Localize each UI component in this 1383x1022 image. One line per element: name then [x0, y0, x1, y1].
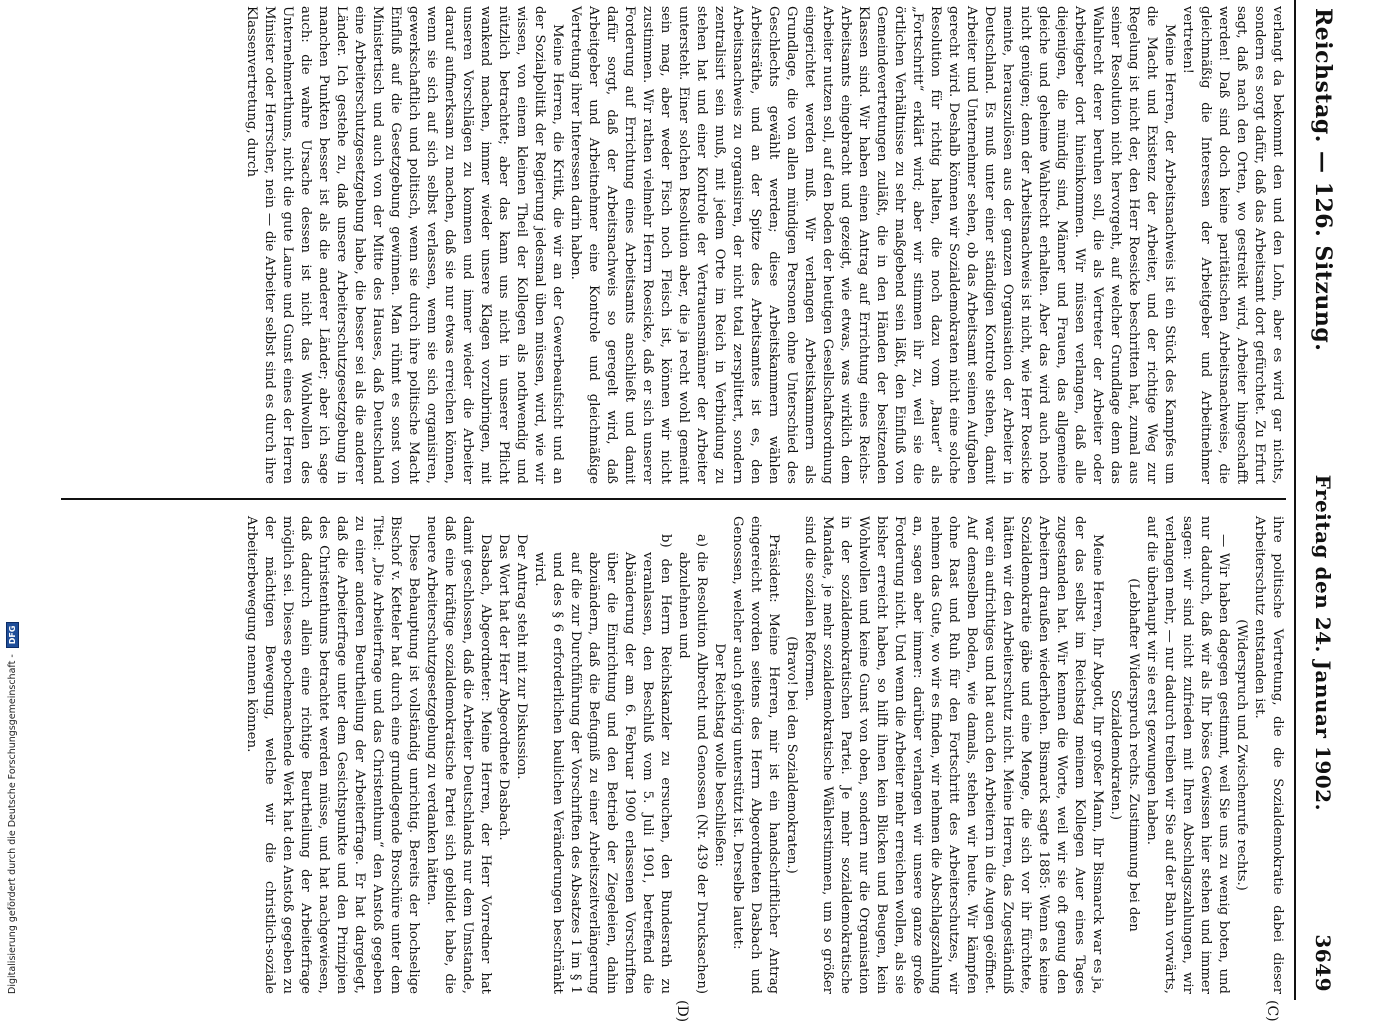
paragraph: Meine Herren, der Arbeitsnachweis ist ein Stück des Kampfes um die Macht und Existenz der Arbeiter, und der richtige Weg zur Regelung ist nicht der, den Herr Roesicke beschritten hat, zumal aus seiner Resolution nicht hervorgeht, auf welcher Grundlage denn das Wahlrecht derer beruhen soll, die als Vertreter der Arbeiter oder Arbeitgeber dort hineinkommen. Wir müssen verlangen, daß alle diejenigen, die mündig sind, Männer und Frauen, das allgemeine gleiche und geheime Wahlrecht erhalten. Aber das wird auch noch nicht genügen; denn der Arbeitsnachweis ist nicht, wie Herr Roesicke meinte, herauszulösen aus der ganzen Organisation der Arbeiter in Deutschland. Es muß unter einer ständigen Kontrole stehen, damit Arbeiter und Unternehmer sehen, ob das Arbeitsamt seinen Aufgaben gerecht wird. Deshalb können wir Sozialdemokraten nicht eine solche Resolution für richtig halten, die noch dazu vom „Bauer“ als „Fortschritt“ erklärt wird; aber wir stimmen ihr zu, weil sie die örtlichen Verhältnisse zu sehr maßgebend sein läßt, den Einfluß von Gemeindevertretungen zuläßt, die in den Händen der besitzenden Klassen sind. Wir haben einen Antrag auf Errichtung eines Reichs-Arbeitsamts eingebracht und gezeigt, wie etwas, was wirklich dem Arbeiter nutzen soll, auf den Boden der heutigen Gesellschaftsordnung eingerichtet werden muß. Wir verlangen Arbeitskammern als Grundlage, die von allen mündigen Personen ohne Unterschied des Geschlechts gewählt werden; diese Arbeitskammern wählen Arbeitsräthe, und an der Spitze des Arbeitsamtes ist es, den Arbeitsnachweis zu organisiren, der nicht total zersplittert, sondern zentralisirt sein muß, mit jedem Orte im Reich in Verbindung zu stehen hat und einer Kontrole der Vertrauensmänner der Arbeiter untersteht. Einer solchen Resolution aber, die ja recht wohl gemeint sein mag, aber weder Fisch noch Fleisch ist, können wir nicht zustimmen. Wir rathen vielmehr Herrn Roesicke, daß er sich unserer Forderung auf Errichtung eines Arbeitsamts anschließt und damit dafür sorgt, daß der Arbeitsnachweis so geregelt wird, daß Arbeitgeber und Arbeitnehmer eine Kontrole und gleichmäßige Vertretung ihrer Interessen darin haben. — [568, 6, 1177, 484]
watermark-text: Digitalisierung gefördert durch die Deutsche Forschungsgemeinschaft - — [6, 654, 18, 994]
interjection: (Bravo! bei den Sozialdemokraten.) — [784, 636, 799, 874]
dfg-logo-icon: DFG — [6, 622, 19, 649]
motion-item-a: a) die Resolution Albrecht und Genossen (Nr. 439 der Drucksachen) abzulehnen und — [676, 534, 709, 994]
paragraph: Das Wort hat der Herr Abgeordnete Dasbach. — [496, 534, 511, 841]
paragraph: ihre politische Vertretung, die die Sozialdemokratie dabei dieser Arbeiterschutz entstanden ist. — [1252, 516, 1285, 994]
paragraph: Meine Herren, die Kritik, die wir an der Gewerbeaufsicht und an der Sozialpolitik der Regierung jedesmal üben müssen, wird, wie wir wissen, von einem kleinen Theil der Kollegen als nothwendig und nützlich betrachtet; aber das kann uns nicht in unserer Pflicht wankend machen, immer wieder unsere Klagen vorzubringen, mit unseren Vorschlägen zu kommen und immer wieder die Arbeiter darauf aufmerksam zu machen, daß sie nur etwas erreichen können, wenn sie sich auf sich selbst verlassen, wenn sie sich organisiren, gewerkschaftlich und politisch, wenn sie durch ihre politische Macht Einfluß auf die Gesetzgebung gewinnen. Man rühmt es sonst von Ministertisch und auch von der Mitte des Hauses, daß Deutschland eine Arbeiterschutzgesetzgebung habe, die besser sei als die anderer Länder. Ich gestehe zu, daß unsere Arbeiterschutzgesetzgebung in manchen Punkten besser ist als die anderer Länder; aber ich sage auch: die wahre Ursache dessen ist nicht das Wohlwollen des Unternehmerthums, nicht die gute Laune und Gunst eines der Herren Minister oder Herrscher, nein — die Arbeiter selbst sind es durch ihre Klassenvertretung, durch — [244, 6, 565, 484]
motion-intro: Der Reichstag wolle beschließen: — [712, 643, 727, 867]
margin-letter-d: (D) — [674, 1000, 690, 1022]
rotated-document-page — [50, 0, 1350, 1022]
margin-letter-c: (C) — [1264, 1000, 1280, 1022]
paragraph: — Wir haben dagegen gestimmt, weil Sie uns zu wenig boten, und nur dadurch, daß wir als Ihr böses Gewissen hier stehen und immer sagen: wir sind nicht zufrieden mit Ihren Abschlagszahlungen, wir verlangen mehr, — nur dadurch treiben wir Sie auf der Bahn vorwärts, auf die überhaupt wir sie erst gezwungen haben. — [1144, 516, 1231, 994]
interjection: (Widerspruch und Zwischenrufe rechts.) — [1234, 619, 1249, 891]
text-column-left — [61, 6, 1286, 484]
motion-item-b: b) den Herrn Reichskanzler zu ersuchen, den Bundesrath zu veranlassen, den Beschluß vom 5. Juli 1901, betreffend die Abänderung der am 6. Februar 1900 erlassenen Vorschriften über die Einrichtung und den Betrieb der Ziegeleien, dahin abzuändern, daß die Befugniß zu einer Arbeitszeitverlängerung auf die zur Durchführung der Vorschriften des Absatzes 1 im § 1 und des § 6 erforderlichen baulichen Veränderungen beschränkt wird. — [532, 534, 673, 994]
column-divider — [61, 498, 1286, 500]
text-column-right — [61, 516, 1286, 994]
interjection: (Lebhafter Widerspruch rechts. Zustimmung bei den Sozialdemokraten.) — [1108, 578, 1141, 932]
page-number: 3649 — [1311, 934, 1335, 992]
paragraph: Diese Behauptung ist vollständig unrichtig. Bereits der hochselige Bischof v. Ketteler hat durch eine grundlegende Broschüre unter dem Titel: „Die Arbeiterfrage und das Christenthum“ den Anstoß gegeben zu einer anderen Beurtheilung der Arbeiterfrage. Er hat dargelegt, daß die Arbeiterfrage unter dem Gesichtspunkte und den Prinzipien des Christenthums betrachtet werden müsse, und hat nachgewiesen, daß dadurch allein eine richtige Beurtheilung der Arbeiterfrage möglich sei. Dieses epochemachende Werk hat den Anstoß gegeben zu der mächtigen Bewegung, welche wir die christlich-soziale Arbeiterbewegung nennen können. — [244, 516, 421, 994]
header-date: Freitag den 24. Januar 1902. — [1311, 474, 1335, 812]
paragraph: verlangt da bekommt den und den Lohn, aber es wird gar nichts, sondern es sorgt dafür, daß das Arbeitsamt dort gefürchtet. Zu Erfurt sagt, daß nach den Orten, wo gestreikt wird, Arbeiter hingeschafft werden! Daß sind doch keine paritätischen Arbeitsnachweise, die gleichmäßig die Interessen der Arbeitgeber und Arbeitnehmer vertreten! — [1180, 6, 1285, 484]
running-head — [1294, 0, 1350, 1000]
paragraph: Der Antrag steht mit zur Diskussion. — [514, 534, 529, 780]
header-session: Reichstag. — 126. Sitzung. — [1310, 8, 1336, 352]
paragraph-speaker: Dasbach, Abgeordneter: Meine Herren, der Herr Vorredner hat damit geschlossen, daß die Arbeiter Deutschlands nur dem Umstande, daß eine kräftige sozialdemokratische Partei sich gebildet habe, die neuere Arbeiterschutzgesetzgebung zu verdanken hätten. — [424, 516, 493, 994]
paragraph: Meine Herren, Ihr Abgott, Ihr großer Mann, Ihr Bismarck war es ja, der das selbst im Reichstag meinem Kollegen Auer eines Tages zugestanden hat. Wir kennen die Worte, weil wir sie oft genug den Arbeitern draußen wiederholen. Bismarck sagte 1885: Wenn es keine Sozialdemokratie gäbe und eine Menge, die sich vor ihr fürchtete, hätten wir den Arbeiterschutz nicht. Meine Herren, das Zugeständniß war ein aufrichtiges und hat auch den Arbeitern in die Augen geöffnet. Auf demselben Boden, wie damals, stehen wir heute. Wir kämpfen ohne Rast und Ruh für den Fortschritt des Arbeiterschutzes, wir nehmen das Gute, wo wir es finden, wir nehmen die Abschlagszahlung an, sagen aber immer: darüber verlangen wir unsere ganze große Forderung nicht. Und wenn die Arbeiter mehr erreichen wollen, als sie bisher erreicht haben, so hilft ihnen kein Blicken und Beugen, kein Wohlwollen und keine Gunst von oben, sondern nur die Organisation in der sozialdemokratischen Partei. Je mehr sozialdemokratische Mandate, je mehr sozialdemokratische Wählerstimmen, um so größer sind die sozialen Reformen. — [802, 516, 1105, 994]
paragraph-president: Präsident: Meine Herren, mir ist ein handschriftlicher Antrag eingereicht worden seitens des Herrn Abgeordneten Dasbach und Genossen, welcher auch gehörig unterstützt ist. Derselbe lautet: — [730, 516, 781, 994]
digitization-watermark — [0, 0, 24, 1000]
